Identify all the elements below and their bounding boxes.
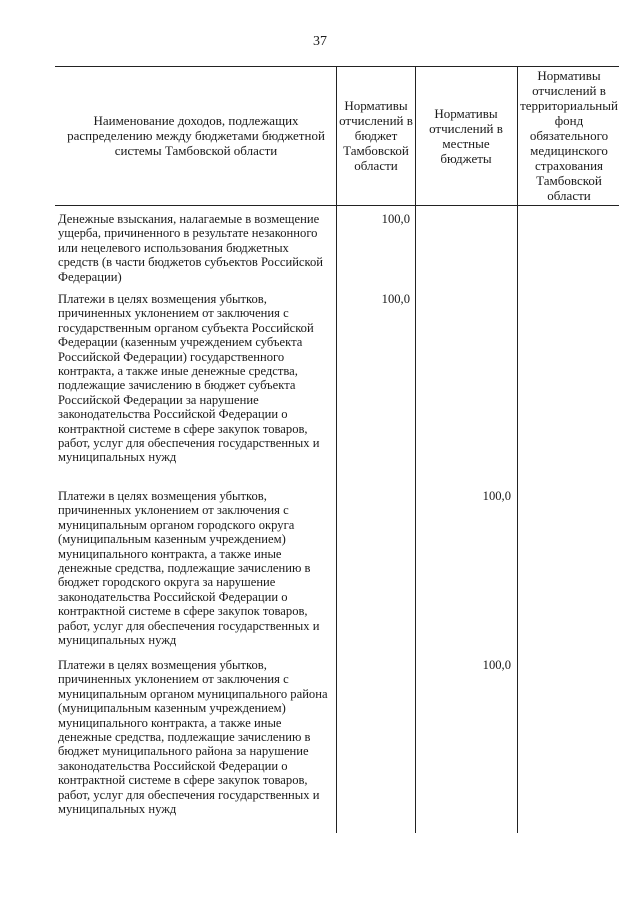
header-local-text: Нормативы отчислений в местные бюджеты xyxy=(429,105,503,166)
header-regional xyxy=(338,66,414,205)
row-1-regional: 100,0 xyxy=(381,212,410,226)
row-1-name: Денежные взыскания, налагаемые в возмещение ущерба, причиненного в результате незаконного или нецелевого использования бюджетных средств (в части бюджетов субъектов Российской Федерации) xyxy=(58,212,324,284)
header-fund xyxy=(519,66,619,205)
row-3-local: 100,0 xyxy=(482,489,511,503)
row-3-name: Платежи в целях возмещения убытков, причиненных уклонением от заключения с муниципальным органом городского округа (муниципальным казенным учреждением) муниципального контракта, а также иные денежные средства, подлежащие зачислению в бюджет городского округа за нарушение законодательства Российской Федерации о контрактной системе в сфере закупок товаров, работ, услуг для обеспечения государственных и муниципальных нужд xyxy=(58,489,320,648)
column-divider-3 xyxy=(517,66,518,833)
header-regional-text: Нормативы отчислений в бюджет Тамбовской области xyxy=(339,98,413,173)
row-2-regional: 100,0 xyxy=(381,292,410,306)
column-divider-2 xyxy=(415,66,416,833)
header-fund-text: Нормативы отчислений в территориальный фонд обязательного медицинского страхования Тамбовской области xyxy=(520,68,618,203)
row-4-name: Платежи в целях возмещения убытков, причиненных уклонением от заключения с муниципальным органом муниципального района (муниципальным казенным учреждением) муниципального контракта, а также иные денежные средства, подлежащие зачислению в бюджет муниципального района за нарушение законодательства Российской Федерации о контрактной системе в сфере закупок товаров, работ, услуг для обеспечения государственных и муниципальных нужд xyxy=(58,658,328,817)
header-bottom-border xyxy=(55,205,619,206)
row-4-local: 100,0 xyxy=(482,658,511,672)
header-name-text: Наименование доходов, подлежащих распределению между бюджетами бюджетной системы Тамбовской области xyxy=(67,113,325,158)
header-name xyxy=(62,66,330,205)
header-local xyxy=(417,66,515,205)
page-number: 37 xyxy=(313,34,327,49)
row-2-name: Платежи в целях возмещения убытков, причиненных уклонением от заключения с государственным органом субъекта Российской Федерации (казенным учреждением субъекта Российской Федерации) государственного контракта, а также иные денежные средства, подлежащие зачислению в бюджет субъекта Российской Федерации за нарушение законодательства Российской Федерации о контрактной системе в сфере закупок товаров, работ, услуг для обеспечения государственных и муниципальных нужд xyxy=(58,292,320,465)
column-divider-1 xyxy=(336,66,337,833)
